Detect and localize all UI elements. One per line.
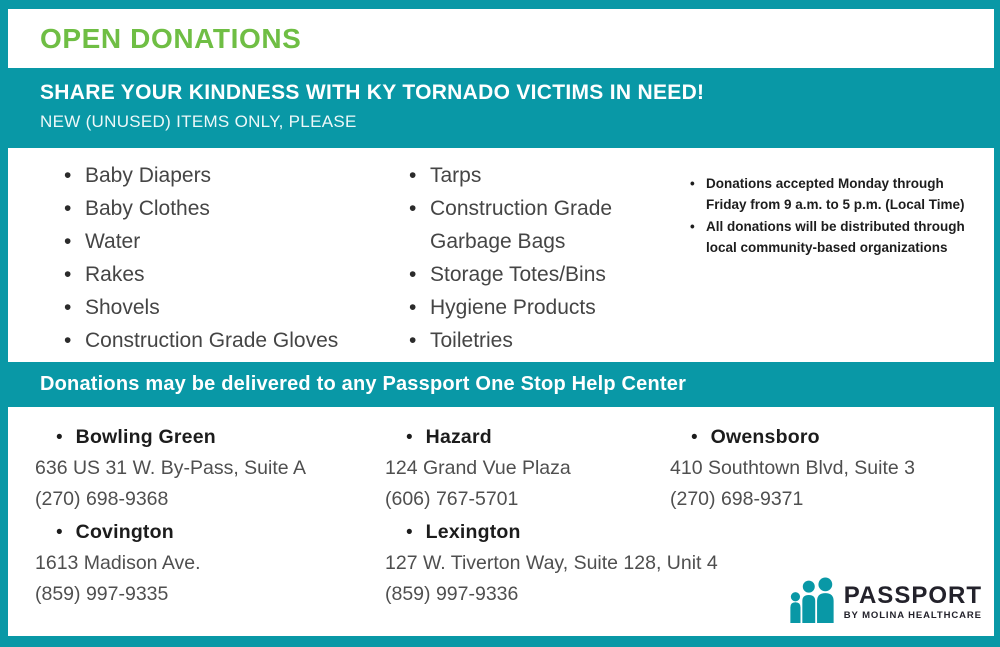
bullet-icon: • (56, 522, 63, 543)
note-item: • Donations accepted Monday through Friday from 9 a.m. to 5 p.m. (Local Time) (684, 174, 976, 216)
logo-brand: PASSPORT (843, 582, 982, 609)
hero-band (8, 68, 994, 148)
delivery-banner-text: Donations may be delivered to any Passport One Stop Help Center (40, 373, 687, 395)
passport-molina-logo (787, 577, 982, 628)
city-name: Hazard (425, 426, 492, 448)
phone-number: (606) 767-5701 (385, 488, 519, 510)
donation-items-section (8, 148, 994, 362)
city-name: Bowling Green (75, 426, 216, 448)
bullet-icon: • (56, 427, 63, 448)
location-bowling-green (35, 422, 385, 515)
bullet-icon: • (406, 427, 413, 448)
street-address: 636 US 31 W. By-Pass, Suite A (35, 457, 306, 479)
item-list-column-2 (403, 159, 684, 362)
city-line (35, 422, 385, 453)
phone-number: (270) 698-9368 (35, 488, 169, 510)
logo-text (844, 584, 982, 621)
city-name: Owensboro (710, 426, 820, 448)
list-item: • Baby Clothes (58, 192, 403, 225)
phone-number: (859) 997-9336 (385, 583, 519, 605)
list-item: • Hygiene Products (403, 291, 684, 324)
list-item: • Shovels (58, 291, 403, 324)
bullet-icon: • (406, 522, 413, 543)
city-line (385, 422, 670, 453)
list-item: • Water (58, 225, 403, 258)
city-line (385, 517, 670, 548)
list-item: • Construction Grade Garbage Bags (403, 192, 684, 258)
location-hazard (385, 422, 670, 515)
item-list-column-1 (58, 159, 403, 362)
hero-heading: SHARE YOUR KINDNESS WITH KY TORNADO VICTIMS IN NEED! (40, 81, 705, 104)
street-address: 410 Southtown Blvd, Suite 3 (670, 457, 915, 479)
list-item: • Construction Grade Gloves (58, 324, 403, 357)
list-item: • Toiletries (403, 324, 684, 357)
note-item: • All donations will be distributed through local community-based organizations (684, 217, 976, 259)
city-line (35, 517, 385, 548)
bullet-icon: • (691, 427, 698, 448)
street-address: 124 Grand Vue Plaza (385, 457, 571, 479)
street-address: 1613 Madison Ave. (35, 552, 201, 574)
logo-tagline: BY MOLINA HEALTHCARE (843, 610, 982, 621)
street-address: 127 W. Tiverton Way, Suite 128, Unit 4 (385, 552, 718, 574)
list-item: • Baby Diapers (58, 159, 403, 192)
city-name: Lexington (425, 521, 521, 543)
hero-subheading: NEW (UNUSED) ITEMS ONLY, PLEASE (40, 112, 357, 131)
title-band (8, 9, 994, 68)
phone-number: (859) 997-9335 (35, 583, 169, 605)
list-item: • Rakes (58, 258, 403, 291)
notes-list (684, 159, 976, 362)
list-item: • Storage Totes/Bins (403, 258, 684, 291)
city-line (670, 422, 994, 453)
location-owensboro (670, 422, 994, 515)
locations-section (8, 407, 994, 636)
phone-number: (270) 698-9371 (670, 488, 804, 510)
city-name: Covington (75, 521, 174, 543)
page-title: OPEN DONATIONS (40, 22, 302, 54)
people-family-icon (787, 577, 837, 628)
list-item: • Tarps (403, 159, 684, 192)
location-covington (35, 517, 385, 610)
delivery-banner (8, 362, 994, 407)
location-lexington (385, 517, 718, 610)
